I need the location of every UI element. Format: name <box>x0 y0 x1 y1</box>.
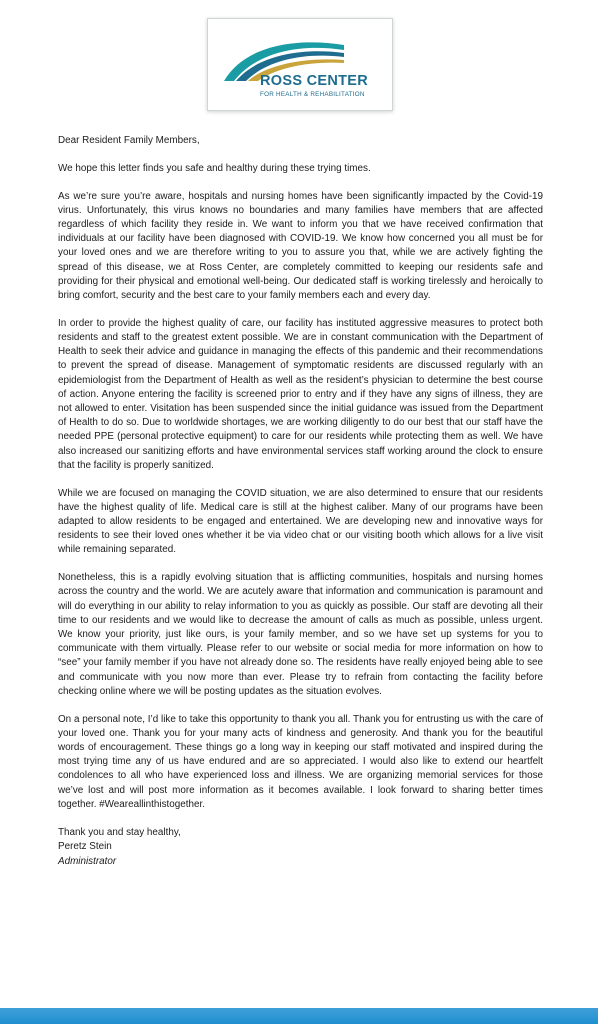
logo-subtitle: FOR HEALTH & REHABILITATION <box>260 91 365 98</box>
signer-name: Peretz Stein <box>58 841 112 853</box>
paragraph: On a personal note, I’d like to take this opportunity to thank you all. Thank you for entrusting us with the care of your loved one. Thank you for your many acts of kindness and generosity. And thank you for the beautiful words of encouragement. These things go a long way in keeping our staff motivated and inspired during the most trying time any of us have endured and are so appreciated. I would also like to extend our heartfelt condolences to all who have experienced loss and illness. We are organizing memorial services for those we’ve lost and will post more information as it becomes available. I look forward to sharing better times together. #Weareallinthistogether. <box>58 713 543 810</box>
paragraph: Nonetheless, this is a rapidly evolving situation that is afflicting communities, hospitals and nursing homes across the country and the world. We are acutely aware that information and communication is paramount and will do everything in our ability to relay information to you as quickly as possible. Our staff are devoting all their time to our residents and we would like to decrease the amount of calls as much as possible, unless urgent. We know your priority, just like ours, is your family member, and so we have set up systems for you to communicate with them virtually. Please refer to our website or social media for more information on how to “see” your family member if you have not already done so. The residents have really enjoyed being able to see and communicate with you now more than ever. Please try to refrain from contacting the facility before checking online where we will be posting updates as the situation evolves. <box>58 572 543 697</box>
signature-block <box>58 826 543 869</box>
logo-name: ROSS CENTER <box>260 73 369 89</box>
letter-body <box>58 134 543 883</box>
logo-card <box>207 18 393 111</box>
paragraph: In order to provide the highest quality of care, our facility has instituted aggressive measures to protect both residents and staff to the greatest extent possible. We are in constant communication with the Department of Health to seek their advice and guidance in managing the effects of this pandemic and their recommendations to prevent the spread of disease. Management of symptomatic residents are discussed regularly with an epidemiologist from the Department of Health as well as the resident’s physician to determine the best course of action. Anyone entering the facility is screened prior to entry and if they have any signs of illness, they are not allowed to enter. Visitation has been suspended since the initial guidance was issued from the Department of Health to do so. Due to worldwide shortages, we are working diligently to do our best that our staff have the needed PPE (personal protective equipment) to care for our residents while protecting them as well. We have also increased our sanitizing efforts and have environmental services staff working around the clock to ensure that the facility is properly sanitized. <box>58 317 543 471</box>
paragraph: As we’re sure you’re aware, hospitals and nursing homes have been significantly impacted by the Covid-19 virus. Unfortunately, this virus knows no boundaries and many families have members that are affected regardless of which facility they reside in. We want to inform you that we have received confirmation that individuals at our facility have been diagnosed with COVID-19. We know how concerned you all must be for your loved ones and we are therefore writing to you to assure you that, while we are actively fighting the spread of this disease, we at Ross Center, are completely committed to keeping our residents safe and providing for their physical and emotional well-being. Our dedicated staff is working tirelessly and heroically to bring comfort, security and the best care to your family members each and every day. <box>58 190 543 302</box>
salutation: Dear Resident Family Members, <box>58 135 200 146</box>
opening-line: We hope this letter finds you safe and healthy during these trying times. <box>58 162 371 174</box>
paragraph: While we are focused on managing the COVID situation, we are also determined to ensure that our residents have the highest quality of life. Medical care is still at the highest caliber. Many of our programs have been adapted to allow residents to be engaged and entertained. We are developing new and innovative ways for residents to see their loved ones whether it be via video chat or our visiting booth which allows for a live visit while remaining separated. <box>58 487 543 556</box>
signer-title: Administrator <box>58 855 117 867</box>
footer-bar <box>0 1008 598 1024</box>
closing-line: Thank you and stay healthy, <box>58 826 181 838</box>
